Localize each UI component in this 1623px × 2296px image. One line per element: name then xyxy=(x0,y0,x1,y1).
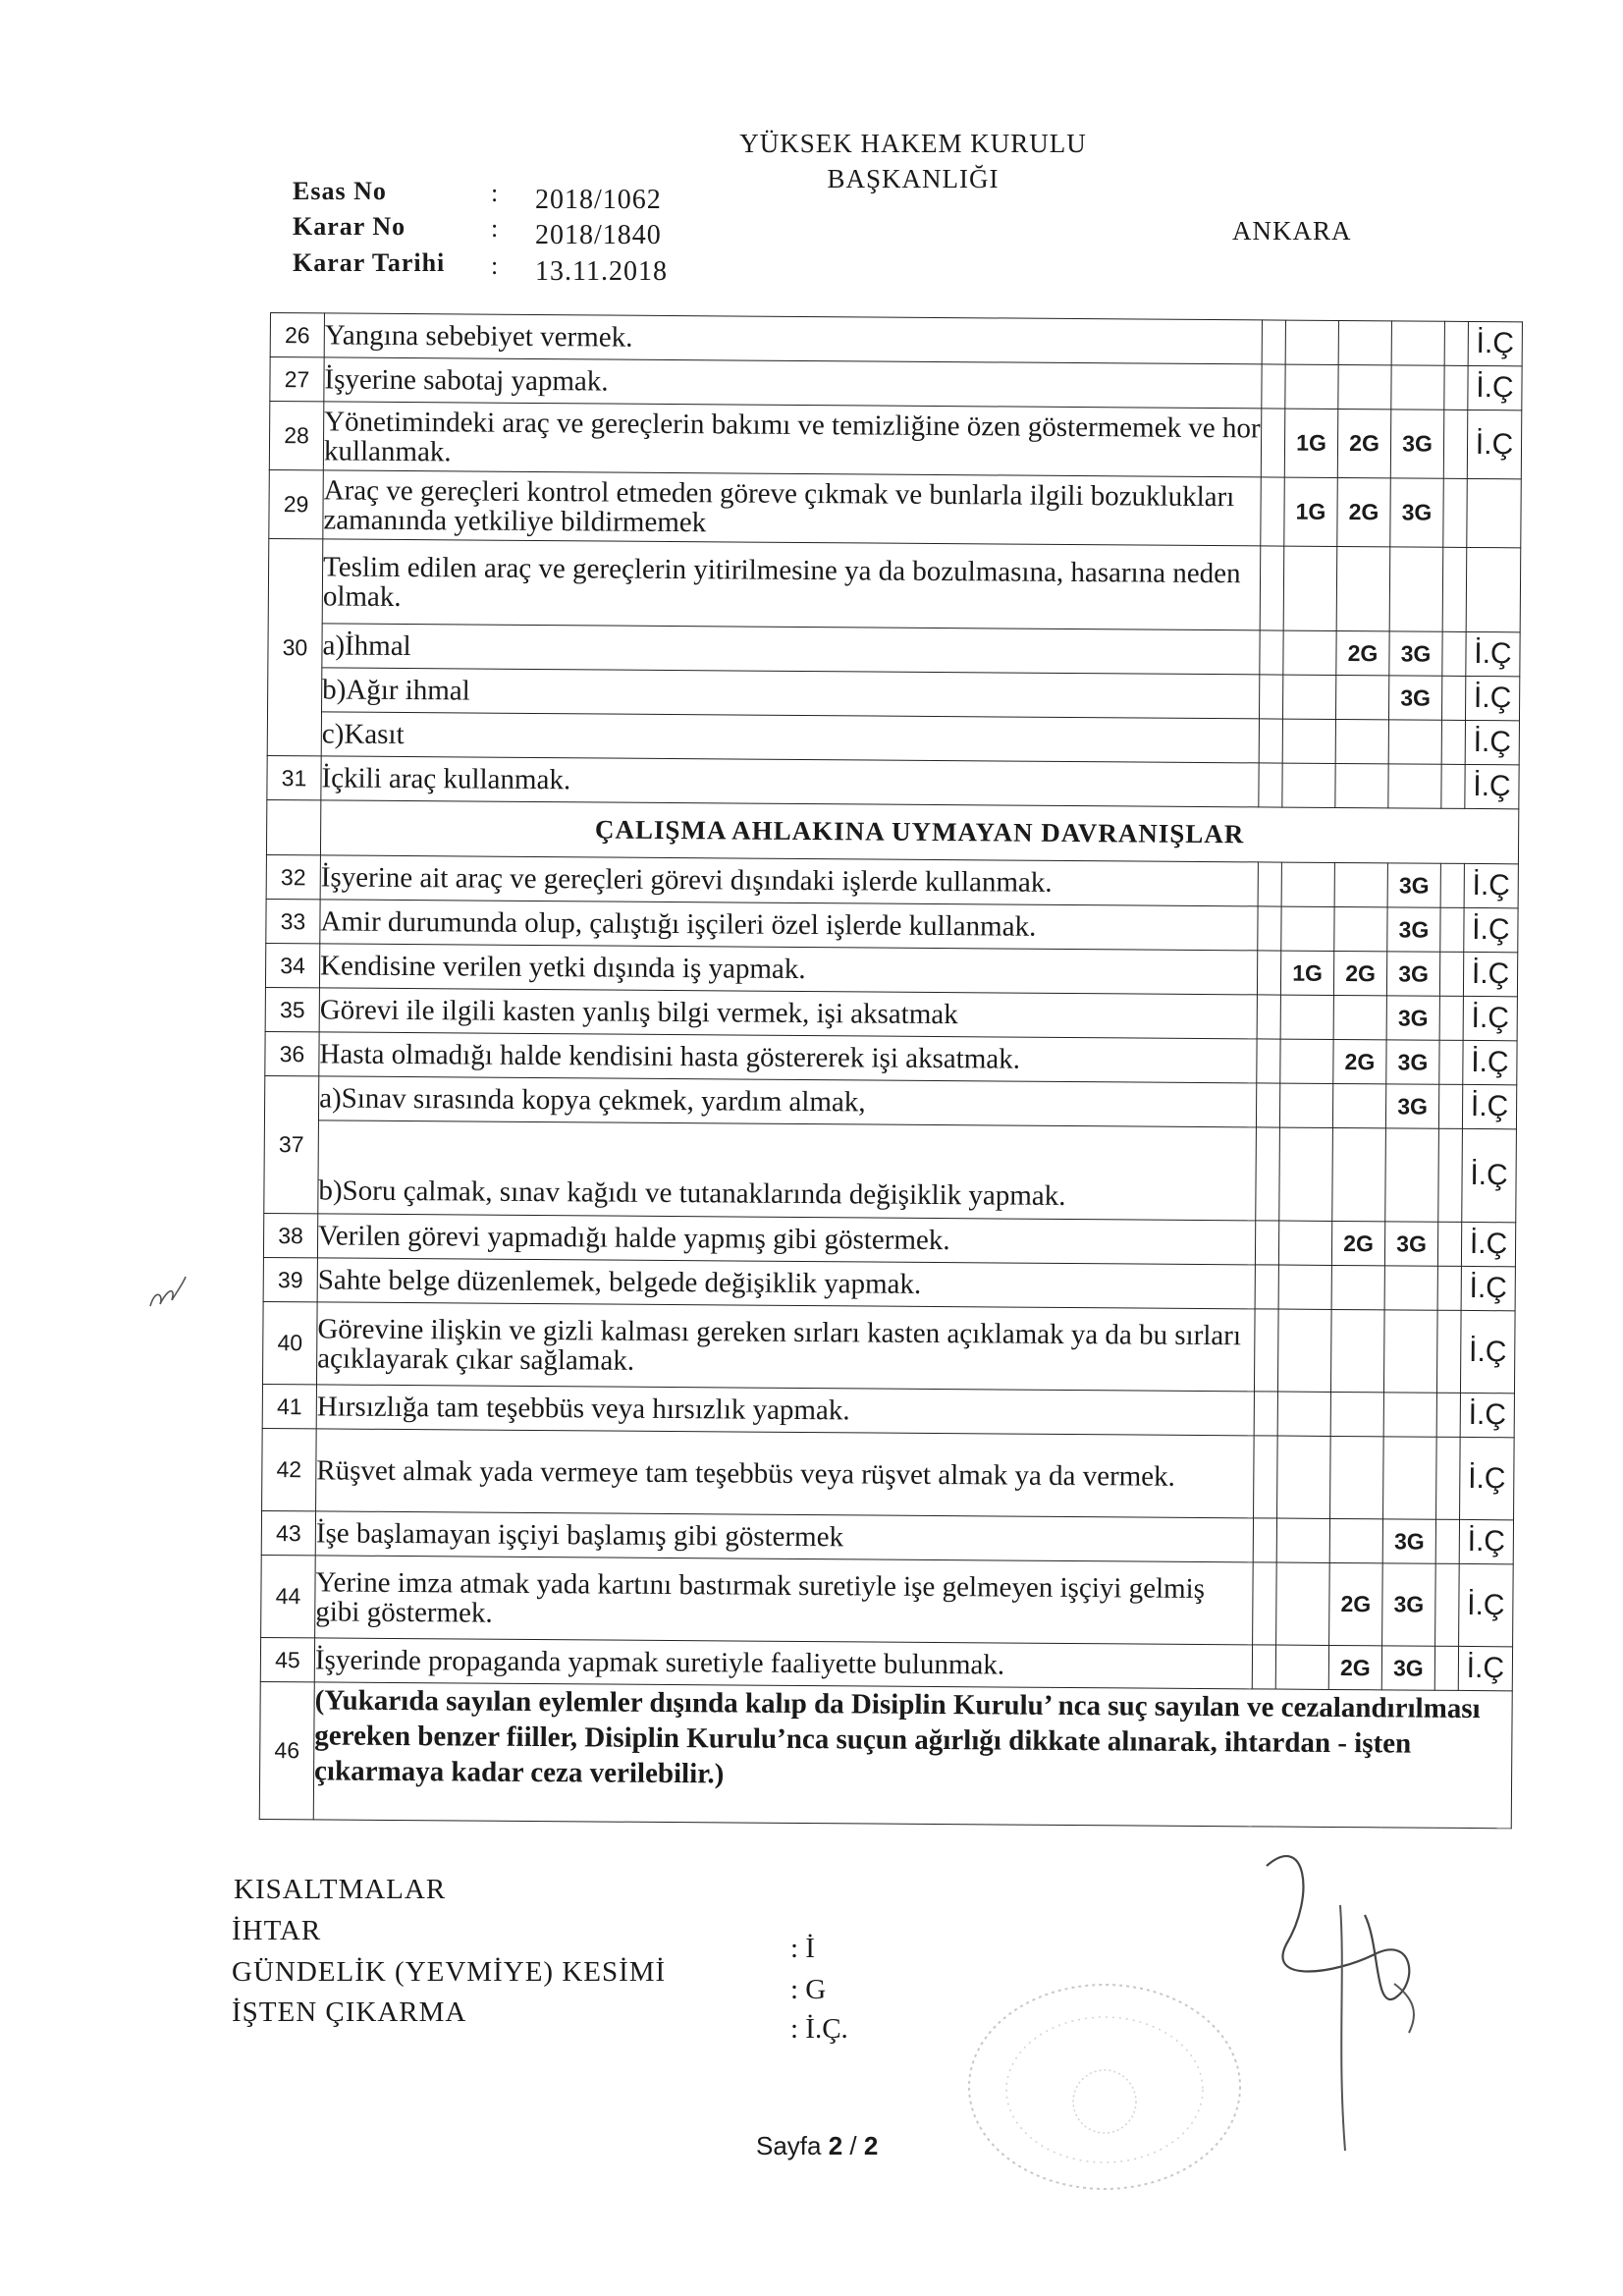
row-number: 33 xyxy=(266,899,320,943)
penalty-ic: İ.Ç xyxy=(1468,365,1522,410)
row-number: 45 xyxy=(260,1637,314,1681)
row-number: 37 xyxy=(264,1075,319,1213)
abbreviation-label: İHTAR xyxy=(232,1915,322,1946)
esas-no-label: Esas No xyxy=(293,177,387,205)
penalty-3g xyxy=(1384,1266,1437,1310)
table-row xyxy=(269,469,1521,547)
penalty-ic: İ.Ç xyxy=(1468,321,1522,365)
row-number: 40 xyxy=(262,1301,317,1384)
penalty-1g xyxy=(1279,1083,1332,1127)
city-label: ANKARA xyxy=(1232,216,1352,246)
row-number: 35 xyxy=(265,987,319,1031)
penalty-2g xyxy=(1334,906,1387,951)
row-number: 38 xyxy=(263,1213,317,1257)
penalty-1g xyxy=(1278,1265,1331,1309)
signature xyxy=(1247,1836,1443,2165)
penalty-1g xyxy=(1279,1127,1333,1221)
row-number: 26 xyxy=(270,313,324,357)
penalty-2g: 2G xyxy=(1337,409,1391,477)
row-number: 36 xyxy=(265,1031,319,1075)
penalty-3g xyxy=(1383,1393,1436,1437)
penalty-ic: İ.Ç xyxy=(1464,863,1518,907)
table-row xyxy=(268,538,1521,631)
penalty-1g xyxy=(1280,1039,1333,1083)
row-text: Amir durumunda olup, çalıştığı işçileri özel işlerde kullanmak. xyxy=(320,900,1258,951)
penalty-1g xyxy=(1282,675,1335,719)
penalty-1g xyxy=(1285,320,1338,364)
penalty-ic: İ.Ç xyxy=(1461,1222,1515,1266)
row-number: 30 xyxy=(267,538,323,755)
row-text: İşyerine sabotaj yapmak. xyxy=(324,357,1262,409)
penalty-3g: 3G xyxy=(1385,1084,1438,1128)
penalty-ic: İ.Ç xyxy=(1463,1040,1517,1084)
penalty-2g: 2G xyxy=(1337,477,1391,546)
karar-tarihi-value: 13.11.2018 xyxy=(535,256,668,287)
penalty-2g xyxy=(1338,364,1391,409)
table-row xyxy=(262,1301,1515,1393)
penalty-ic: İ.Ç xyxy=(1460,1310,1515,1393)
row-text: a)İhmal xyxy=(322,624,1260,675)
official-stamp xyxy=(957,1974,1252,2205)
penalty-ic: İ.Ç xyxy=(1465,676,1519,720)
penalty-2g xyxy=(1334,862,1387,906)
esas-no-value: 2018/1062 xyxy=(535,185,662,215)
abbreviation-code: : G xyxy=(790,1974,827,2005)
penalty-3g: 3G xyxy=(1387,863,1440,907)
penalty-2g xyxy=(1332,1127,1386,1221)
initials-mark xyxy=(142,1267,191,1321)
row-number: 29 xyxy=(269,469,324,538)
penalty-2g xyxy=(1335,675,1388,719)
penalty-ic: İ.Ç xyxy=(1466,631,1520,676)
penalty-ic: İ.Ç xyxy=(1458,1646,1512,1690)
penalty-2g: 2G xyxy=(1328,1645,1381,1689)
karar-tarihi-colon: : xyxy=(491,251,499,280)
penalty-3g: 3G xyxy=(1382,1563,1436,1646)
penalty-ic: İ.Ç xyxy=(1460,1393,1514,1437)
penalty-3g: 3G xyxy=(1390,478,1444,547)
penalty-2g xyxy=(1333,995,1386,1039)
abbreviation-label: İŞTEN ÇIKARMA xyxy=(232,1996,467,2028)
section-heading-row xyxy=(266,799,1518,863)
table-row xyxy=(261,1555,1514,1646)
penalty-ic: İ.Ç xyxy=(1467,410,1522,478)
abbreviation-code: : İ.Ç. xyxy=(790,2013,848,2045)
penalty-1g xyxy=(1277,1392,1330,1436)
penalty-2g: 2G xyxy=(1331,1221,1384,1265)
row-number: 28 xyxy=(269,402,324,470)
authority-line-2: BAŞKANLIĞI xyxy=(827,164,1000,193)
penalty-1g xyxy=(1281,906,1334,951)
penalty-ic: İ.Ç xyxy=(1461,1266,1515,1310)
abbreviation-label: GÜNDELİK (YEVMİYE) KESİMİ xyxy=(232,1956,667,1988)
row-number: 41 xyxy=(262,1384,316,1428)
row-text: Verilen görevi yapmadığı halde yapmış gibi göstermek. xyxy=(317,1214,1255,1265)
row-text: Hasta olmadığı halde kendisini hasta göstererek işi aksatmak. xyxy=(319,1032,1257,1083)
penalty-2g: 2G xyxy=(1333,951,1386,995)
row-number: 32 xyxy=(266,854,320,899)
row-text: Rüşvet almak yada vermeye tam teşebbüs veya rüşvet almak ya da vermek. xyxy=(316,1429,1255,1518)
row-text: Yerine imza atmak yada kartını bastırmak suretiyle işe gelmeyen işçiyi gelmiş gibi göstermek. xyxy=(315,1556,1254,1645)
penalty-3g: 3G xyxy=(1384,1222,1437,1266)
penalty-ic: İ.Ç xyxy=(1460,1437,1515,1519)
penalty-1g xyxy=(1275,1645,1328,1689)
karar-no-colon: : xyxy=(491,214,499,243)
penalty-2g xyxy=(1335,763,1388,807)
row-text: Kendisine verilen yetki dışında iş yapmak. xyxy=(319,944,1257,995)
table-row xyxy=(259,1681,1512,1828)
penalty-table xyxy=(259,312,1523,1829)
karar-no-label: Karar No xyxy=(293,212,406,241)
penalty-2g xyxy=(1332,1083,1385,1127)
penalty-2g: 2G xyxy=(1329,1562,1383,1645)
penalty-3g: 3G xyxy=(1387,907,1440,952)
authority-header xyxy=(707,126,1119,196)
penalty-3g: 3G xyxy=(1389,631,1442,676)
penalty-1g xyxy=(1282,763,1335,807)
penalty-3g: 3G xyxy=(1382,1519,1435,1563)
penalty-ic: İ.Ç xyxy=(1463,996,1517,1040)
row-number: 44 xyxy=(261,1555,316,1637)
row-text: Yangına sebebiyet vermek. xyxy=(324,313,1262,364)
table-row xyxy=(262,1428,1515,1519)
row-number: 31 xyxy=(267,755,321,799)
row-text: Yönetimindeki araç ve gereçlerin bakımı ve temizliğine özen göstermemek ve hor kullanmak. xyxy=(323,402,1261,477)
row-number: 46 xyxy=(259,1681,314,1819)
row-text: b)Soru çalmak, sınav kağıdı ve tutanaklarında değişiklik yapmak. xyxy=(318,1121,1257,1221)
row-text: İşyerinde propaganda yapmak suretiyle faaliyette bulunmak. xyxy=(314,1638,1252,1689)
penalty-2g: 2G xyxy=(1336,630,1389,675)
penalty-ic: İ.Ç xyxy=(1465,720,1519,764)
penalty-1g xyxy=(1285,364,1338,409)
penalty-ic: İ.Ç xyxy=(1464,907,1518,952)
penalty-3g xyxy=(1388,764,1441,808)
penalty-ic: İ.Ç xyxy=(1462,1084,1516,1128)
penalty-3g: 3G xyxy=(1386,1040,1439,1084)
page-prefix: Sayfa xyxy=(756,2131,829,2160)
row-text: Teslim edilen araç ve gereçlerin yitirilmesine ya da bozulmasına, hasarına neden olmak. xyxy=(322,539,1261,630)
penalty-ic: İ.Ç xyxy=(1459,1519,1513,1563)
row-text: Görevine ilişkin ve gizli kalması gereken sırları kasten açıklamak ya da bu sırları açıklayarak çıkar sağlamak. xyxy=(316,1302,1255,1392)
esas-no-colon: : xyxy=(491,179,499,207)
row-number: 42 xyxy=(262,1428,317,1510)
penalty-3g: 3G xyxy=(1386,952,1439,996)
penalty-3g xyxy=(1391,321,1444,365)
penalty-ic: İ.Ç xyxy=(1463,952,1517,996)
penalty-1g xyxy=(1278,1221,1331,1265)
row-text: b)Ağır ihmal xyxy=(322,668,1260,719)
penalty-ic xyxy=(1467,478,1522,547)
row-number: 39 xyxy=(263,1257,317,1301)
penalty-1g: 1G xyxy=(1280,951,1333,995)
row-number: 27 xyxy=(270,357,324,402)
penalty-2g xyxy=(1330,1436,1384,1518)
penalty-3g: 3G xyxy=(1388,676,1441,720)
row-text: İşyerine ait araç ve gereçleri görevi dışındaki işlerde kullanmak. xyxy=(320,855,1258,906)
penalty-3g xyxy=(1383,1310,1437,1393)
penalty-1g xyxy=(1280,995,1333,1039)
penalty-ic: İ.Ç xyxy=(1462,1128,1517,1222)
row-text: İçkili araç kullanmak. xyxy=(321,756,1259,807)
penalty-2g xyxy=(1331,1265,1384,1309)
authority-line-1: YÜKSEK HAKEM KURULU xyxy=(739,129,1087,158)
catch-all-note: (Yukarıda sayılan eylemler dışında kalıp da Disiplin Kurulu’ nca suç sayılan ve cezalandırılması gereken benzer fiiller, Disiplin Kurulu’nca suçun ağırlığı dikkate alınarak, ihtardan - işten çıkarmaya kadar ceza verilebilir.) xyxy=(313,1682,1512,1829)
row-text: Araç ve gereçleri kontrol etmeden göreve çıkmak ve bunlarla ilgili bozuklukları zamanında yetkiliye bildirmemek xyxy=(323,470,1261,546)
row-number: 34 xyxy=(265,943,319,987)
karar-tarihi-label: Karar Tarihi xyxy=(293,248,446,277)
row-text: c)Kasıt xyxy=(321,712,1259,763)
page-number xyxy=(756,2131,878,2161)
row-text: Hırsızlığa tam teşebbüs veya hırsızlık yapmak. xyxy=(316,1385,1254,1436)
penalty-3g xyxy=(1385,1128,1439,1222)
penalty-1g xyxy=(1276,1562,1330,1645)
penalty-2g xyxy=(1330,1392,1383,1436)
row-text: a)Sınav sırasında kopya çekmek, yardım almak, xyxy=(318,1076,1256,1127)
penalty-3g xyxy=(1388,720,1441,764)
penalty-3g: 3G xyxy=(1386,996,1439,1040)
penalty-1g xyxy=(1283,630,1336,675)
row-text: Görevi ile ilgili kasten yanlış bilgi vermek, işi aksatmak xyxy=(319,988,1257,1039)
penalty-1g: 1G xyxy=(1284,409,1338,477)
penalty-1g xyxy=(1277,1309,1331,1392)
penalty-1g xyxy=(1276,1518,1329,1562)
penalty-2g: 2G xyxy=(1333,1039,1386,1083)
penalty-3g xyxy=(1391,365,1444,410)
page-total: 2 xyxy=(863,2131,879,2160)
row-text: İşe başlamayan işçiyi başlamış gibi göstermek xyxy=(315,1511,1253,1562)
penalty-2g xyxy=(1338,320,1391,364)
penalty-1g xyxy=(1282,719,1335,763)
abbreviation-code: : İ xyxy=(790,1933,815,1964)
penalty-ic: İ.Ç xyxy=(1459,1563,1514,1646)
penalty-ic: İ.Ç xyxy=(1465,764,1519,808)
row-number: 43 xyxy=(261,1510,315,1555)
penalty-1g: 1G xyxy=(1284,477,1338,546)
table-row xyxy=(269,402,1521,479)
section-title: ÇALIŞMA AHLAKINA UYMAYAN DAVRANIŞLAR xyxy=(320,800,1518,864)
penalty-2g xyxy=(1329,1518,1382,1562)
table-subrow xyxy=(264,1120,1517,1222)
penalty-2g xyxy=(1335,719,1388,763)
penalty-2g xyxy=(1330,1309,1384,1392)
row-text: Sahte belge düzenlemek, belgede değişiklik yapmak. xyxy=(317,1258,1255,1309)
penalty-1g xyxy=(1281,862,1334,906)
penalty-3g: 3G xyxy=(1390,410,1444,478)
karar-no-value: 2018/1840 xyxy=(535,220,662,250)
abbreviations-title: KISALTMALAR xyxy=(234,1874,447,1905)
penalty-3g: 3G xyxy=(1381,1646,1434,1690)
page-separator: / xyxy=(842,2131,864,2160)
penalty-3g xyxy=(1383,1437,1437,1519)
page-current: 2 xyxy=(828,2131,843,2160)
penalty-1g xyxy=(1277,1436,1331,1518)
